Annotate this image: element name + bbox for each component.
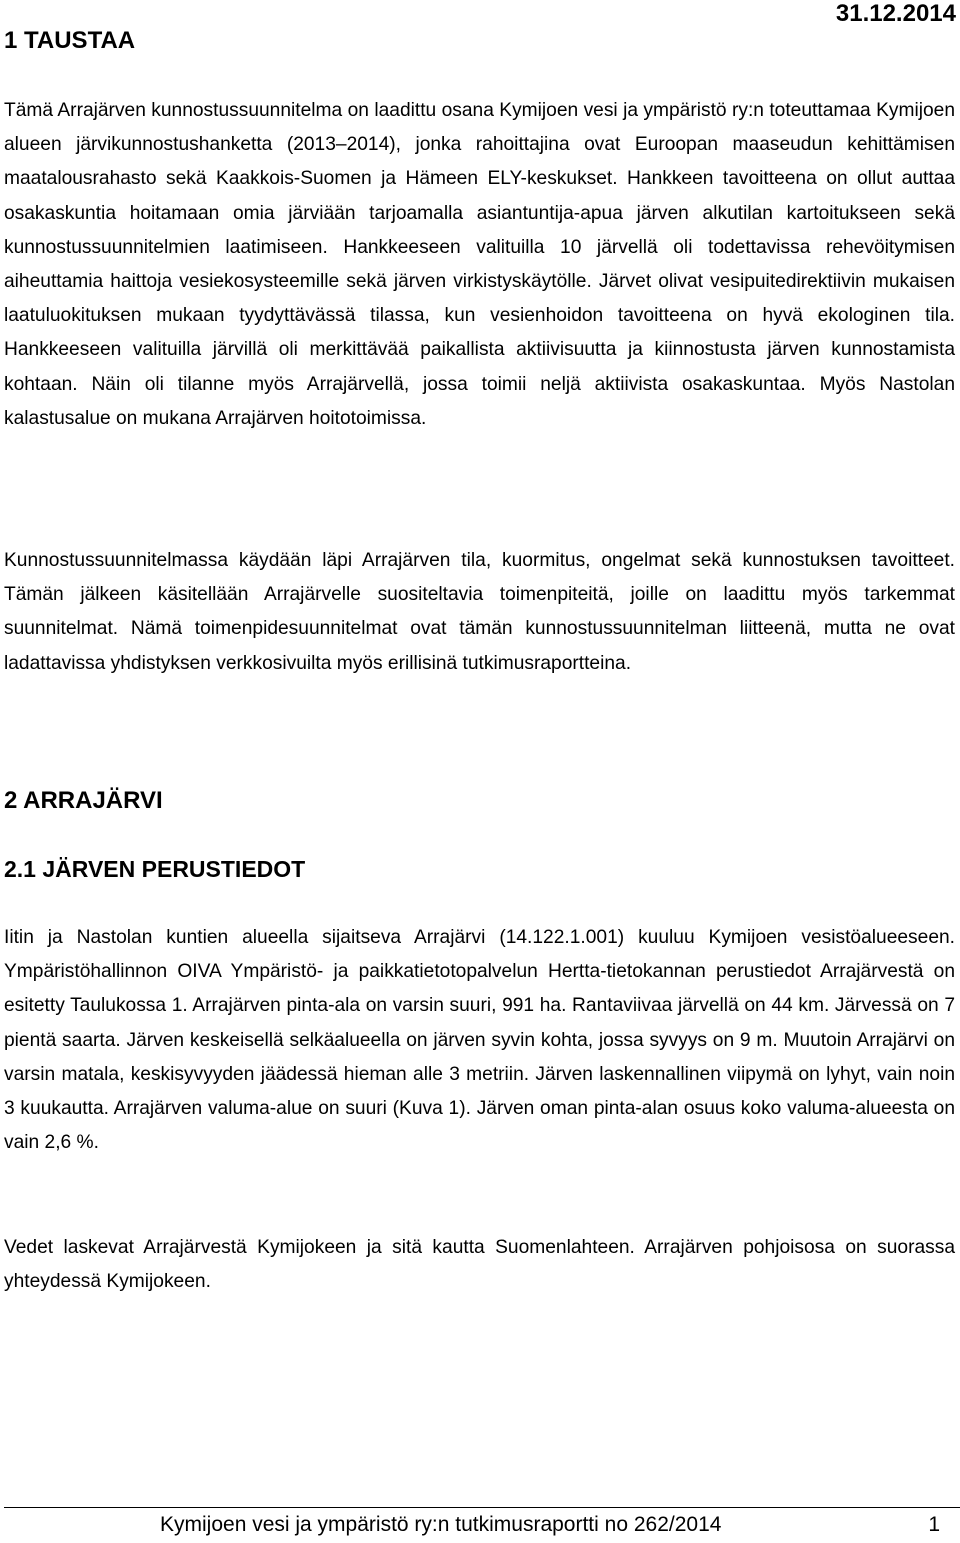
paragraph-background-contents: Kunnostussuunnitelmassa käydään läpi Arrajärven tila, kuormitus, ongelmat sekä kunnostuksen tavoitteet. Tämän jälkeen käsitellään Arrajärvelle suositeltavia toimenpiteitä, joille on laadittu myös tarkemmat suunnitelmat. Nämä toimenpidesuunnitelmat ovat tämän kunnostussuunnitelman liitteenä, mutta ne ovat ladattavissa yhdistyksen verkkosivuilta myös erillisinä tutkimusraportteina. xyxy=(4,550,955,674)
subsection-heading-perustiedot: 2.1 JÄRVEN PERUSTIEDOT xyxy=(4,856,306,882)
paragraph-lake-basics: Iitin ja Nastolan kuntien alueella sijaitseva Arrajärvi (14.122.1.001) kuuluu Kymijoen vesistöalueeseen. Ympäristöhallinnon OIVA Ympäristö- ja paikkatietotopalvelun Hertta-tietokannan perustiedot Arrajärvestä on esitetty Taulukossa 1. Arrajärven pinta-ala on varsin suuri, 991 ha. Rantaviivaa järvellä on 44 km. Järvessä on 7 pientä saarta. Järven keskeisellä selkäalueella on järven syvin kohta, jossa syvyys on 9 m. Muutoin Arrajärvi on varsin matala, keskisyvyyden jäädessä hieman alle 3 metriin. Järven laskennallinen viipymä on lyhyt, vain noin 3 kuukautta. Arrajärven valuma-alue on suuri (Kuva 1). Järven oman pinta-alan osuus koko valuma-alueesta on vain 2,6 %. xyxy=(4,927,955,1154)
footer-publication: Kymijoen vesi ja ympäristö ry:n tutkimusraportti no 262/2014 xyxy=(160,1513,722,1536)
section-heading-taustaa: 1 TAUSTAA xyxy=(4,27,136,54)
paragraph-background-intro: Tämä Arrajärven kunnostussuunnitelma on laadittu osana Kymijoen vesi ja ympäristö ry:n toteuttamaa Kymijoen alueen järvikunnostushanketta (2013–2014), jonka rahoittajina ovat Euroopan maaseudun kehittämisen maatalousrahasto sekä Kaakkois-Suomen ja Hämeen ELY-keskukset. Hankkeen tavoitteena on ollut auttaa osakaskuntia hoitamaan omia järviään tarjoamalla asiantuntija-apua järven alkutilan kartoitukseen sekä kunnostussuunnitelmien laatimiseen. Hankkeeseen valituilla 10 järvellä oli todettavissa rehevöitymisen aiheuttamia haittoja vesiekosysteemille sekä järven virkistyskäytölle. Järvet olivat vesipuitedirektiivin mukaisen laatuluokituksen mukaan tyydyttävässä tilassa, kun vesienhoidon tavoitteena on hyvä ekologinen tila. Hankkeeseen valituilla järvillä oli merkittävää paikallista aktiivisuutta ja kiinnostusta järven kunnostamista kohtaan. Näin oli tilanne myös Arrajärvellä, jossa toimii neljä aktiivista osakaskuntaa. Myös Nastolan kalastusalue on mukana Arrajärven hoitotoimissa. xyxy=(4,100,955,429)
document-date: 31.12.2014 xyxy=(835,0,956,27)
paragraph-lake-outflow: Vedet laskevat Arrajärvestä Kymijokeen ja sitä kautta Suomenlahteen. Arrajärven pohjoisosa on suorassa yhteydessä Kymijokeen. xyxy=(4,1237,955,1293)
footer-divider xyxy=(4,1507,960,1508)
page-number: 1 xyxy=(928,1513,940,1536)
section-heading-arrajarvi: 2 ARRAJÄRVI xyxy=(4,787,163,814)
